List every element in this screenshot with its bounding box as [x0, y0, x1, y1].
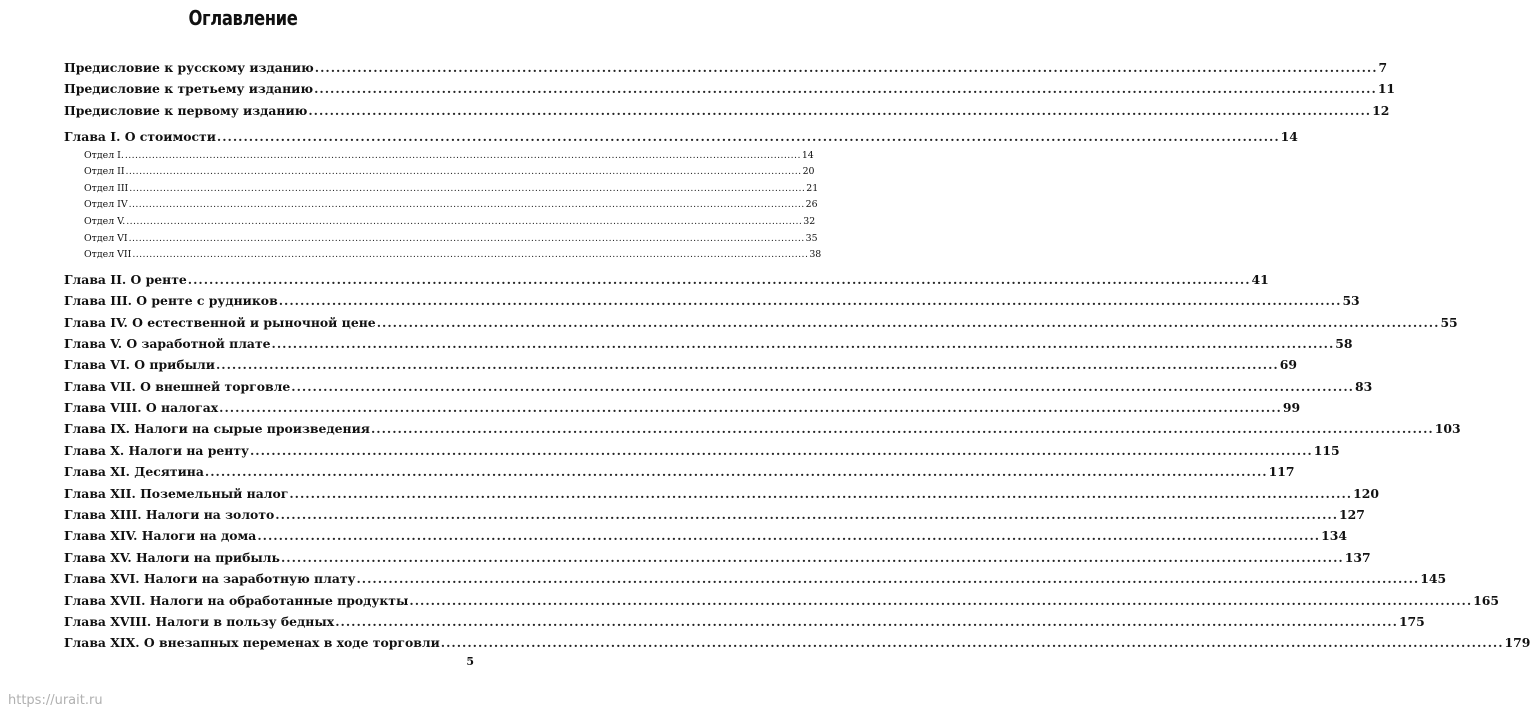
dot-leader: ........................................................................................................................................................................................................	[308, 102, 1372, 118]
toc-entry[interactable]	[64, 269, 1269, 290]
toc-entry-label: Глава VIII. О налогах	[64, 400, 219, 416]
toc-subentry[interactable]	[64, 148, 814, 165]
toc-entry[interactable]	[64, 354, 1297, 375]
page-number: 5	[466, 655, 474, 668]
toc-entry-page: 103	[1434, 421, 1461, 437]
toc-entry-page: 41	[1251, 271, 1269, 287]
toc-entry-label: Глава XV. Налоги на прибыль	[64, 549, 280, 565]
watermark-url: https://urait.ru	[8, 693, 103, 708]
toc-entry-page: 14	[801, 149, 814, 161]
dot-leader: ........................................................................................................................................................................................................	[219, 400, 1282, 416]
toc-entry-page: 32	[803, 215, 816, 227]
toc-entry-label: Глава XIV. Налоги на дома	[64, 528, 257, 544]
toc-entry[interactable]	[64, 333, 1353, 354]
toc-entry-label: Глава X. Налоги на ренту	[64, 442, 249, 458]
dot-leader: ........................................................................................................................................................................................................	[187, 271, 1251, 287]
toc-entry[interactable]	[64, 440, 1340, 461]
toc-entry-label: Отдел VII	[84, 249, 132, 261]
toc-entry-page: 7	[1378, 60, 1388, 75]
toc-entry[interactable]	[64, 504, 1365, 525]
toc-entry[interactable]	[64, 126, 1298, 147]
page-title: Оглавление	[188, 6, 298, 30]
dot-leader: ........................................................................................................................................................................................................	[275, 507, 1339, 523]
toc-entry-label: Предисловие к русскому изданию	[64, 60, 314, 75]
toc-entry-page: 175	[1398, 613, 1425, 629]
dot-leader: ........................................................................................................................................................................................................	[249, 442, 1313, 458]
toc-entry[interactable]	[64, 632, 1530, 653]
dot-leader: ........................................................................................................................................................................................................	[376, 314, 1440, 330]
toc-entry-page: 55	[1440, 314, 1458, 330]
toc-entry-label: Глава VII. О внешней торговле	[64, 378, 291, 394]
toc-entry-page: 14	[1280, 129, 1298, 145]
dot-leader: ........................................................................................................................................................................................................	[216, 129, 1280, 145]
toc-entry-page: 35	[805, 232, 818, 244]
toc-entry[interactable]	[64, 483, 1379, 504]
toc-entry-page: 145	[1420, 571, 1447, 587]
toc-entry-label: Предисловие к первому изданию	[64, 102, 308, 118]
dot-leader: ........................................................................................................................................................................................................	[289, 485, 1353, 501]
dot-leader: ........................................................................................................................................................................................................	[215, 357, 1279, 373]
toc-entry-page: 120	[1353, 485, 1379, 501]
toc-entry-label: Глава V. О заработной плате	[64, 335, 271, 351]
toc-entry-page: 117	[1268, 464, 1295, 480]
toc-subentry[interactable]	[64, 247, 822, 264]
dot-leader: ........................................................................................................................................................................................................	[370, 421, 1434, 437]
toc-entry-page: 11	[1377, 81, 1396, 97]
toc-entry-page: 26	[805, 199, 818, 211]
toc-subentry[interactable]	[64, 181, 819, 198]
toc-entry[interactable]	[64, 312, 1458, 333]
toc-entry-label: Глава XIII. Налоги на золото	[64, 507, 275, 523]
toc-entry-label: Глава II. О ренте	[64, 271, 187, 287]
dot-leader: ........................................................................................................................................................................................................	[278, 293, 1342, 309]
dot-leader: ........................................................................................................................................................................................................	[356, 571, 1420, 587]
toc-entry[interactable]	[64, 290, 1360, 311]
toc-entry-page: 179	[1504, 635, 1530, 651]
dot-leader: ........................................................................................................................................................................................................	[280, 549, 1344, 565]
toc-entry-label: Глава XVIII. Налоги в пользу бедных	[64, 613, 335, 629]
toc-entry[interactable]	[64, 57, 1388, 78]
dot-leader: ........................................................................................................................................................................................................	[204, 464, 1268, 480]
toc-entry-page: 127	[1339, 507, 1365, 523]
toc-entry[interactable]	[64, 78, 1396, 99]
dot-leader: ........................................................................................................................................................................................................	[129, 182, 806, 194]
toc-subentry[interactable]	[64, 164, 815, 181]
toc-entry[interactable]	[64, 611, 1425, 632]
toc-entry-page: 38	[809, 249, 822, 261]
toc-subentry[interactable]	[64, 197, 818, 214]
toc-entry-page: 99	[1282, 400, 1301, 416]
toc-entry-label: Отдел III	[84, 182, 129, 194]
toc-entry-label: Глава XVI. Налоги на заработную плату	[64, 571, 356, 587]
toc-entry[interactable]	[64, 418, 1461, 439]
dot-leader: ........................................................................................................................................................................................................	[124, 149, 801, 161]
toc-subentry[interactable]	[64, 231, 818, 248]
toc-entry-label: Глава IX. Налоги на сырые произведения	[64, 421, 370, 437]
toc-entry-label: Отдел V.	[84, 215, 126, 227]
toc-entry-page: 20	[802, 166, 815, 178]
dot-leader: ........................................................................................................................................................................................................	[314, 60, 1378, 75]
table-of-contents	[64, 57, 1530, 654]
dot-leader: ........................................................................................................................................................................................................	[440, 635, 1504, 651]
dot-leader: ........................................................................................................................................................................................................	[132, 249, 809, 261]
toc-entry-label: Предисловие к третьему изданию	[64, 81, 314, 97]
toc-entry[interactable]	[64, 568, 1447, 589]
toc-entry[interactable]	[64, 100, 1390, 121]
toc-entry-page: 134	[1321, 528, 1347, 544]
dot-leader: ........................................................................................................................................................................................................	[257, 528, 1321, 544]
toc-entry-page: 53	[1342, 293, 1360, 309]
toc-entry-label: Отдел I.	[84, 149, 124, 161]
toc-entry-label: Глава XII. Поземельный налог	[64, 485, 289, 501]
toc-entry-label: Глава IV. О естественной и рыночной цене	[64, 314, 376, 330]
toc-entry[interactable]	[64, 525, 1347, 546]
toc-entry[interactable]	[64, 397, 1301, 418]
dot-leader: ........................................................................................................................................................................................................	[128, 199, 805, 211]
toc-entry-label: Глава XIX. О внезапных переменах в ходе торговли	[64, 635, 440, 651]
toc-entry-page: 115	[1313, 442, 1340, 458]
toc-entry-label: Отдел VI	[84, 232, 128, 244]
toc-entry-page: 58	[1335, 335, 1353, 351]
toc-entry-label: Глава III. О ренте с рудников	[64, 293, 278, 309]
toc-subentry[interactable]	[64, 214, 816, 231]
dot-leader: ........................................................................................................................................................................................................	[409, 592, 1473, 608]
toc-entry-label: Глава I. О стоимости	[64, 129, 216, 145]
toc-entry-page: 137	[1344, 549, 1371, 565]
toc-entry[interactable]	[64, 376, 1373, 397]
dot-leader: ........................................................................................................................................................................................................	[271, 335, 1335, 351]
toc-entry-label: Отдел II	[84, 166, 125, 178]
toc-entry-page: 21	[806, 182, 819, 194]
toc-entry-label: Глава VI. О прибыли	[64, 357, 215, 373]
toc-entry-page: 83	[1355, 378, 1373, 394]
toc-entry-page: 12	[1372, 102, 1390, 118]
dot-leader: ........................................................................................................................................................................................................	[335, 613, 1398, 629]
dot-leader: ........................................................................................................................................................................................................	[126, 215, 803, 227]
dot-leader: ........................................................................................................................................................................................................	[291, 378, 1354, 394]
toc-entry-label: Отдел IV	[84, 199, 128, 211]
toc-entry[interactable]	[64, 461, 1295, 482]
toc-entry-label: Глава XVII. Налоги на обработанные продукты	[64, 592, 409, 608]
dot-leader: ........................................................................................................................................................................................................	[314, 81, 1377, 97]
toc-entry[interactable]	[64, 590, 1500, 611]
toc-entry-page: 69	[1279, 357, 1297, 373]
toc-entry-label: Глава XI. Десятина	[64, 464, 204, 480]
toc-entry[interactable]	[64, 547, 1371, 568]
dot-leader: ........................................................................................................................................................................................................	[128, 232, 805, 244]
dot-leader: ........................................................................................................................................................................................................	[125, 166, 802, 178]
toc-entry-page: 165	[1473, 592, 1500, 608]
